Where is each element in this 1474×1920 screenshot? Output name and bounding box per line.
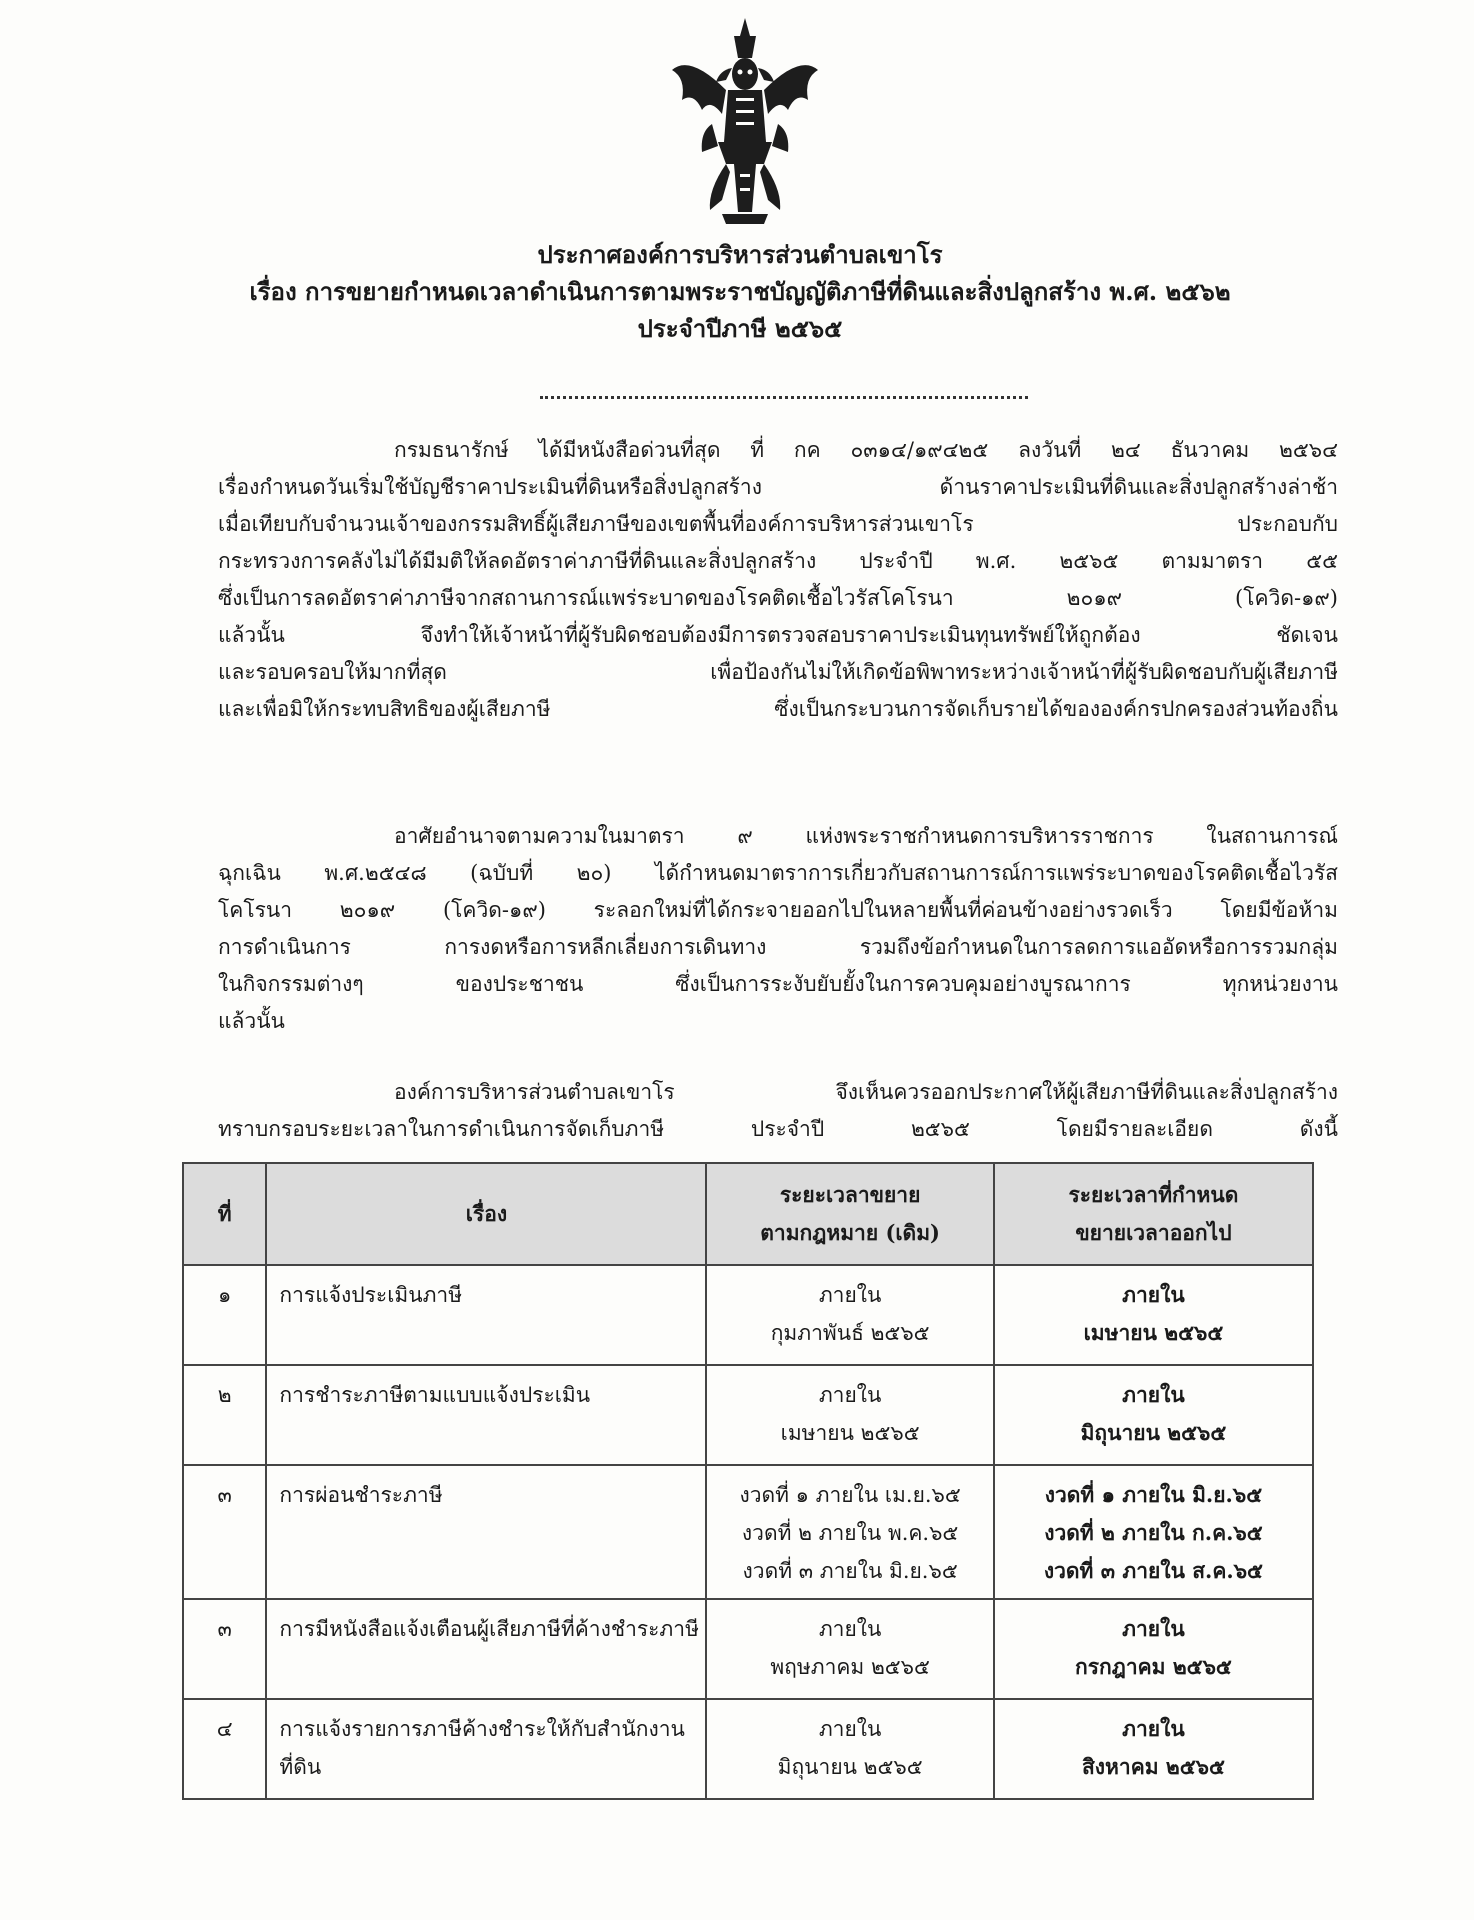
paragraph-line: เมื่อเทียบกับจำนวนเจ้าของกรรมสิทธิ์ผู้เสียภาษีของเขตพื้นที่องค์การบริหารส่วนเขาโร ประกอบกับ (218, 512, 1338, 536)
old-period-line: มิถุนายน ๒๕๖๕ (777, 1755, 923, 1779)
old-period-line: ภายใน (818, 1283, 882, 1307)
title-line-1: ประกาศองค์การบริหารส่วนตำบลเขาโร (537, 240, 943, 269)
old-period-line: กุมภาพันธ์ ๒๕๖๕ (770, 1321, 930, 1345)
row-subject: การมีหนังสือแจ้งเตือนผู้เสียภาษีที่ค้างชำระภาษี (266, 1599, 706, 1699)
table-row (183, 1599, 1313, 1699)
row-old-period (706, 1599, 993, 1699)
paragraph-3 (218, 1074, 1338, 1148)
schedule-table (182, 1162, 1314, 1800)
paragraph-line: และเพื่อมิให้กระทบสิทธิของผู้เสียภาษี ซึ่งเป็นกระบวนการจัดเก็บรายได้ขององค์กรปกครองส่วนท้องถิ่น (218, 697, 1338, 721)
table-row (183, 1365, 1313, 1465)
row-subject: การแจ้งประเมินภาษี (266, 1265, 706, 1365)
new-period-line: ภายใน (1122, 1716, 1185, 1741)
new-period-line: สิงหาคม ๒๕๖๕ (1081, 1754, 1225, 1779)
table-header-row (183, 1163, 1313, 1265)
new-period-line: ภายใน (1122, 1282, 1185, 1307)
new-period-line: เมษายน ๒๕๖๕ (1083, 1320, 1224, 1345)
header-old-period (706, 1163, 993, 1265)
paragraph-line: กระทรวงการคลังไม่ได้มีมติให้ลดอัตราค่าภาษีที่ดินและสิ่งปลูกสร้าง ประจำปี พ.ศ. ๒๕๖๕ ตามมาตรา ๕๕ (218, 549, 1338, 573)
title-line-2: เรื่อง การขยายกำหนดเวลาดำเนินการตามพระราชบัญญัติภาษีที่ดินและสิ่งปลูกสร้าง พ.ศ. ๒๕๖๒ (249, 277, 1231, 306)
row-new-period (994, 1365, 1313, 1465)
old-period-line: ภายใน (818, 1617, 882, 1641)
garuda-emblem-icon (660, 14, 830, 230)
row-old-period (706, 1699, 993, 1799)
row-number: ๒ (183, 1365, 266, 1465)
paragraph-line: กรมธนารักษ์ ได้มีหนังสือด่วนที่สุด ที่ กค ๐๓๑๔/๑๙๔๒๕ ลงวันที่ ๒๔ ธันวาคม ๒๕๖๔ (394, 438, 1338, 462)
new-period-line: มิถุนายน ๒๕๖๕ (1080, 1420, 1227, 1445)
old-period-line: ภายใน (818, 1717, 882, 1741)
row-subject: การผ่อนชำระภาษี (266, 1465, 706, 1599)
header-new-line-2: ขยายเวลาออกไป (1075, 1220, 1232, 1245)
old-period-line: เมษายน ๒๕๖๕ (780, 1421, 920, 1445)
paragraph-line: องค์การบริหารส่วนตำบลเขาโร จึงเห็นควรออกประกาศให้ผู้เสียภาษีที่ดินและสิ่งปลูกสร้าง (394, 1080, 1338, 1104)
old-period-line: งวดที่ ๑ ภายใน เม.ย.๖๕ (739, 1483, 961, 1507)
new-period-line: งวดที่ ๑ ภายใน มิ.ย.๖๕ (1044, 1482, 1263, 1507)
header-old-line-1: ระยะเวลาขยาย (779, 1182, 921, 1207)
row-old-period (706, 1465, 993, 1599)
row-old-period (706, 1365, 993, 1465)
paragraph-line: ฉุกเฉิน พ.ศ.๒๕๔๘ (ฉบับที่ ๒๐) ได้กำหนดมาตราการเกี่ยวกับสถานการณ์การแพร่ระบาดของโรคติดเชื้อไวรัส (218, 861, 1338, 885)
table-row (183, 1265, 1313, 1365)
paragraph-line: ในกิจกรรมต่างๆ ของประชาชน ซึ่งเป็นการระงับยับยั้งในการควบคุมอย่างบูรณาการ ทุกหน่วยงาน (218, 972, 1338, 996)
header-new-line-1: ระยะเวลาที่กำหนด (1068, 1182, 1239, 1207)
new-period-line: กรกฎาคม ๒๕๖๕ (1075, 1654, 1232, 1679)
paragraph-line: ทราบกรอบระยะเวลาในการดำเนินการจัดเก็บภาษี ประจำปี ๒๕๖๕ โดยมีรายละเอียด ดังนี้ (218, 1117, 1338, 1141)
row-new-period (994, 1465, 1313, 1599)
paragraph-line: การดำเนินการ การงดหรือการหลีกเลี่ยงการเดินทาง รวมถึงข้อกำหนดในการลดการแออัดหรือการรวมกลุ่ม (218, 935, 1338, 959)
header-no: ที่ (183, 1163, 266, 1265)
paragraph-line: เรื่องกำหนดวันเริ่มใช้บัญชีราคาประเมินที่ดินหรือสิ่งปลูกสร้าง ด้านราคาประเมินที่ดินและสิ่งปลูกสร้างล่าช้า (218, 475, 1338, 499)
row-subject: การชำระภาษีตามแบบแจ้งประเมิน (266, 1365, 706, 1465)
row-number: ๑ (183, 1265, 266, 1365)
paragraph-1 (218, 432, 1338, 728)
header-old-line-2: ตามกฎหมาย (เดิม) (760, 1220, 940, 1245)
row-new-period (994, 1265, 1313, 1365)
row-number: ๓ (183, 1599, 266, 1699)
header-new-period (994, 1163, 1313, 1265)
row-number: ๓ (183, 1465, 266, 1599)
old-period-line: งวดที่ ๓ ภายใน มิ.ย.๖๕ (742, 1559, 958, 1583)
paragraph-line: แล้วนั้น จึงทำให้เจ้าหน้าที่ผู้รับผิดชอบต้องมีการตรวจสอบราคาประเมินทุนทรัพย์ให้ถูกต้อง ชัดเจน (218, 623, 1338, 647)
announcement-title (150, 236, 1330, 347)
paragraph-line: อาศัยอำนาจตามความในมาตรา ๙ แห่งพระราชกำหนดการบริหารราชการ ในสถานการณ์ (394, 824, 1338, 848)
dotted-divider (540, 396, 1028, 399)
new-period-line: งวดที่ ๒ ภายใน ก.ค.๖๕ (1044, 1520, 1263, 1545)
new-period-line: ภายใน (1122, 1616, 1185, 1641)
row-new-period (994, 1599, 1313, 1699)
old-period-line: พฤษภาคม ๒๕๖๕ (770, 1655, 930, 1679)
row-subject: การแจ้งรายการภาษีค้างชำระให้กับสำนักงานที่ดิน (266, 1699, 706, 1799)
new-period-line: ภายใน (1122, 1382, 1185, 1407)
header-subject: เรื่อง (266, 1163, 706, 1265)
row-new-period (994, 1699, 1313, 1799)
paragraph-line: และรอบครอบให้มากที่สุด เพื่อป้องกันไม่ให้เกิดข้อพิพาทระหว่างเจ้าหน้าที่ผู้รับผิดชอบกับผู้เสียภาษี (218, 660, 1338, 684)
row-old-period (706, 1265, 993, 1365)
title-line-3: ประจำปีภาษี ๒๕๖๕ (637, 314, 843, 343)
paragraph-line: ซึ่งเป็นการลดอัตราค่าภาษีจากสถานการณ์แพร่ระบาดของโรคติดเชื้อไวรัสโคโรนา ๒๐๑๙ (โควิด-๑๙) (218, 586, 1338, 610)
paragraph-line: โคโรนา ๒๐๑๙ (โควิด-๑๙) ระลอกใหม่ที่ได้กระจายออกไปในหลายพื้นที่ค่อนข้างอย่างรวดเร็ว โดยมีข้อห้าม (218, 898, 1338, 922)
old-period-line: ภายใน (818, 1383, 882, 1407)
paragraph-2 (218, 818, 1338, 1040)
old-period-line: งวดที่ ๒ ภายใน พ.ค.๖๕ (741, 1521, 959, 1545)
table-row (183, 1699, 1313, 1799)
paragraph-line: แล้วนั้น (218, 1009, 285, 1033)
table-row (183, 1465, 1313, 1599)
new-period-line: งวดที่ ๓ ภายใน ส.ค.๖๕ (1043, 1558, 1263, 1583)
row-number: ๔ (183, 1699, 266, 1799)
